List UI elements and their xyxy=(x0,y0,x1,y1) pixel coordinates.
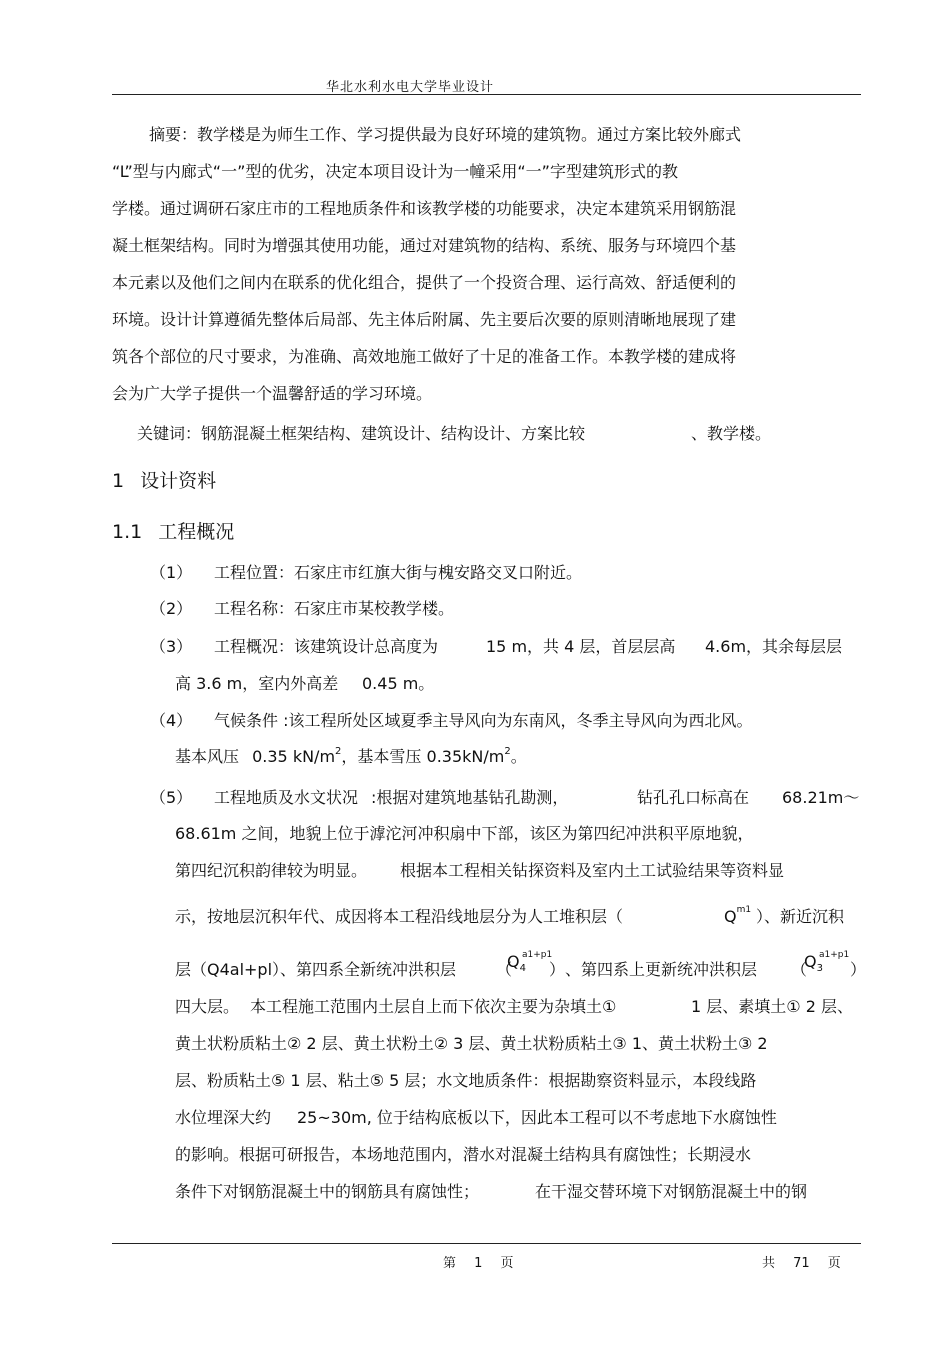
item-text: 层（Q4al+pl）、第四系全新统冲洪积层 xyxy=(175,960,457,979)
item-number: （3） xyxy=(150,637,193,656)
subsection-number: 1.1 xyxy=(112,521,143,543)
item-text: 条件下对钢筋混凝土中的钢筋具有腐蚀性； xyxy=(175,1182,480,1201)
subscript: 4 xyxy=(519,963,526,974)
abstract-line: 筑各个部位的尺寸要求，为准确、高效地施工做好了十足的准备工作。本教学楼的建成将 xyxy=(112,347,737,366)
item-text: 1 层、素填土① 2 层、 xyxy=(691,997,853,1016)
section-heading xyxy=(112,466,216,493)
paren: ） xyxy=(850,960,867,979)
formula xyxy=(507,952,552,975)
paren: （ xyxy=(791,960,808,979)
item-text: 工程概况：该建筑设计总高度为 xyxy=(214,637,439,656)
item-text: 层、粉质粘土⑤ 1 层、粘土⑤ 5 层；水文地质条件：根据勘察资料显示，本段线路 xyxy=(175,1071,757,1090)
item-text: 水位埋深大约 xyxy=(175,1108,272,1127)
snow-pressure-label: ，基本雪压 xyxy=(341,747,422,766)
item-text: 高 3.6 m，室内外高差 xyxy=(175,674,339,693)
item-text: 本工程施工范围内土层自上而下依次主要为杂填土① xyxy=(250,997,617,1016)
q-symbol: Q xyxy=(724,907,737,926)
item-text: 68.21m～ xyxy=(782,788,860,807)
abstract-line: 环境。设计计算遵循先整体后局部、先主体后附属、先主要后次要的原则清晰地展现了建 xyxy=(112,310,737,329)
subsection-title: 工程概况 xyxy=(158,521,235,543)
item-text: 示，按地层沉积年代、成因将本工程沿线地层分为人工堆积层（ xyxy=(175,907,624,926)
formula xyxy=(724,907,751,930)
page-number: 第 1 页 xyxy=(443,1256,514,1271)
item-text: 15 m，共 4 层，首层层高 xyxy=(486,637,676,656)
q-symbol: Q xyxy=(804,952,817,971)
paren: ） xyxy=(549,960,566,979)
header-rule xyxy=(112,94,861,95)
item-text: 、第四系上更新统冲洪积层 xyxy=(565,960,758,979)
item-text: 气候条件 :该工程所处区域夏季主导风向为东南风，冬季主导风向为西北风。 xyxy=(214,711,753,730)
item-number: （2） xyxy=(150,599,193,618)
subsection-heading xyxy=(112,517,234,544)
item-text: 0.45 m。 xyxy=(362,674,435,693)
superscript: 2 xyxy=(504,746,511,757)
item-text: 工程地质及水文状况 xyxy=(214,788,359,807)
wind-pressure-label: 基本风压 xyxy=(175,747,240,766)
wind-pressure-value: 0.35 kN/m xyxy=(252,747,336,766)
item-text: 68.61m 之间，地貌上位于滹沱河冲积扇中下部，该区为第四纪冲洪积平原地貌， xyxy=(175,824,754,843)
item-text: 钻孔孔口标高在 xyxy=(637,788,750,807)
item-text: :根据对建筑地基钻孔勘测， xyxy=(371,788,569,807)
item-text: ）、新近沉积 xyxy=(756,907,845,926)
item-text: 25~30m, 位于结构底板以下，因此本工程可以不考虑地下水腐蚀性 xyxy=(297,1108,777,1127)
footer-rule xyxy=(112,1243,861,1244)
item-text: 4.6m，其余每层层 xyxy=(705,637,843,656)
total-pages: 共 71 页 xyxy=(762,1256,841,1271)
item-number: （4） xyxy=(150,711,193,730)
item-text: 在干湿交替环境下对钢筋混凝土中的钢 xyxy=(535,1182,808,1201)
running-header: 华北水利水电大学毕业设计 xyxy=(326,80,495,95)
item-text: 四大层。 xyxy=(175,997,240,1016)
item-number: （5） xyxy=(150,788,193,807)
subscript: 3 xyxy=(816,963,823,974)
item-text: 工程位置：石家庄市红旗大街与槐安路交叉口附近。 xyxy=(214,563,583,582)
superscript: a1+p1 xyxy=(818,950,850,960)
item-text: 第四纪沉积韵律较为明显。 xyxy=(175,861,368,880)
abstract-line: 学楼。通过调研石家庄市的工程地质条件和该教学楼的功能要求，决定本建筑采用钢筋混 xyxy=(112,199,737,218)
keywords: 关键词：钢筋混凝土框架结构、建筑设计、结构设计、方案比较 xyxy=(137,424,586,443)
abstract-line: 凝土框架结构。同时为增强其使用功能，通过对建筑物的结构、系统、服务与环境四个基 xyxy=(112,236,737,255)
section-title: 设计资料 xyxy=(140,470,217,492)
superscript: m1 xyxy=(736,905,752,915)
punctuation: 。 xyxy=(510,747,527,766)
section-number: 1 xyxy=(112,470,125,492)
q-symbol: Q xyxy=(507,952,520,971)
snow-pressure-value: 0.35kN/m xyxy=(426,747,505,766)
abstract-line: “L”型与内廊式“一”型的优劣，决定本项目设计为一幢采用“一”字型建筑形式的教 xyxy=(112,162,678,181)
item-text: 根据本工程相关钻探资料及室内土工试验结果等资料显 xyxy=(400,861,785,880)
item-text xyxy=(175,747,527,770)
formula xyxy=(804,952,849,975)
superscript: a1+p1 xyxy=(521,950,553,960)
item-number: （1） xyxy=(150,563,193,582)
item-text: 工程名称：石家庄市某校教学楼。 xyxy=(214,599,455,618)
superscript: 2 xyxy=(335,746,342,757)
item-text: 的影响。根据可研报告，本场地范围内，潜水对混凝土结构具有腐蚀性；长期浸水 xyxy=(175,1145,752,1164)
abstract-line: 本元素以及他们之间内在联系的优化组合，提供了一个投资合理、运行高效、舒适便利的 xyxy=(112,273,737,292)
keywords-tail: 、教学楼。 xyxy=(691,424,772,443)
abstract-line: 会为广大学子提供一个温馨舒适的学习环境。 xyxy=(112,384,433,403)
abstract-line: 摘要：教学楼是为师生工作、学习提供最为良好环境的建筑物。通过方案比较外廊式 xyxy=(149,125,742,144)
item-text: 黄土状粉质粘土② 2 层、黄土状粉土② 3 层、黄土状粉质粘土③ 1、黄土状粉土③ 2 xyxy=(175,1034,768,1053)
paren: （ xyxy=(496,960,513,979)
